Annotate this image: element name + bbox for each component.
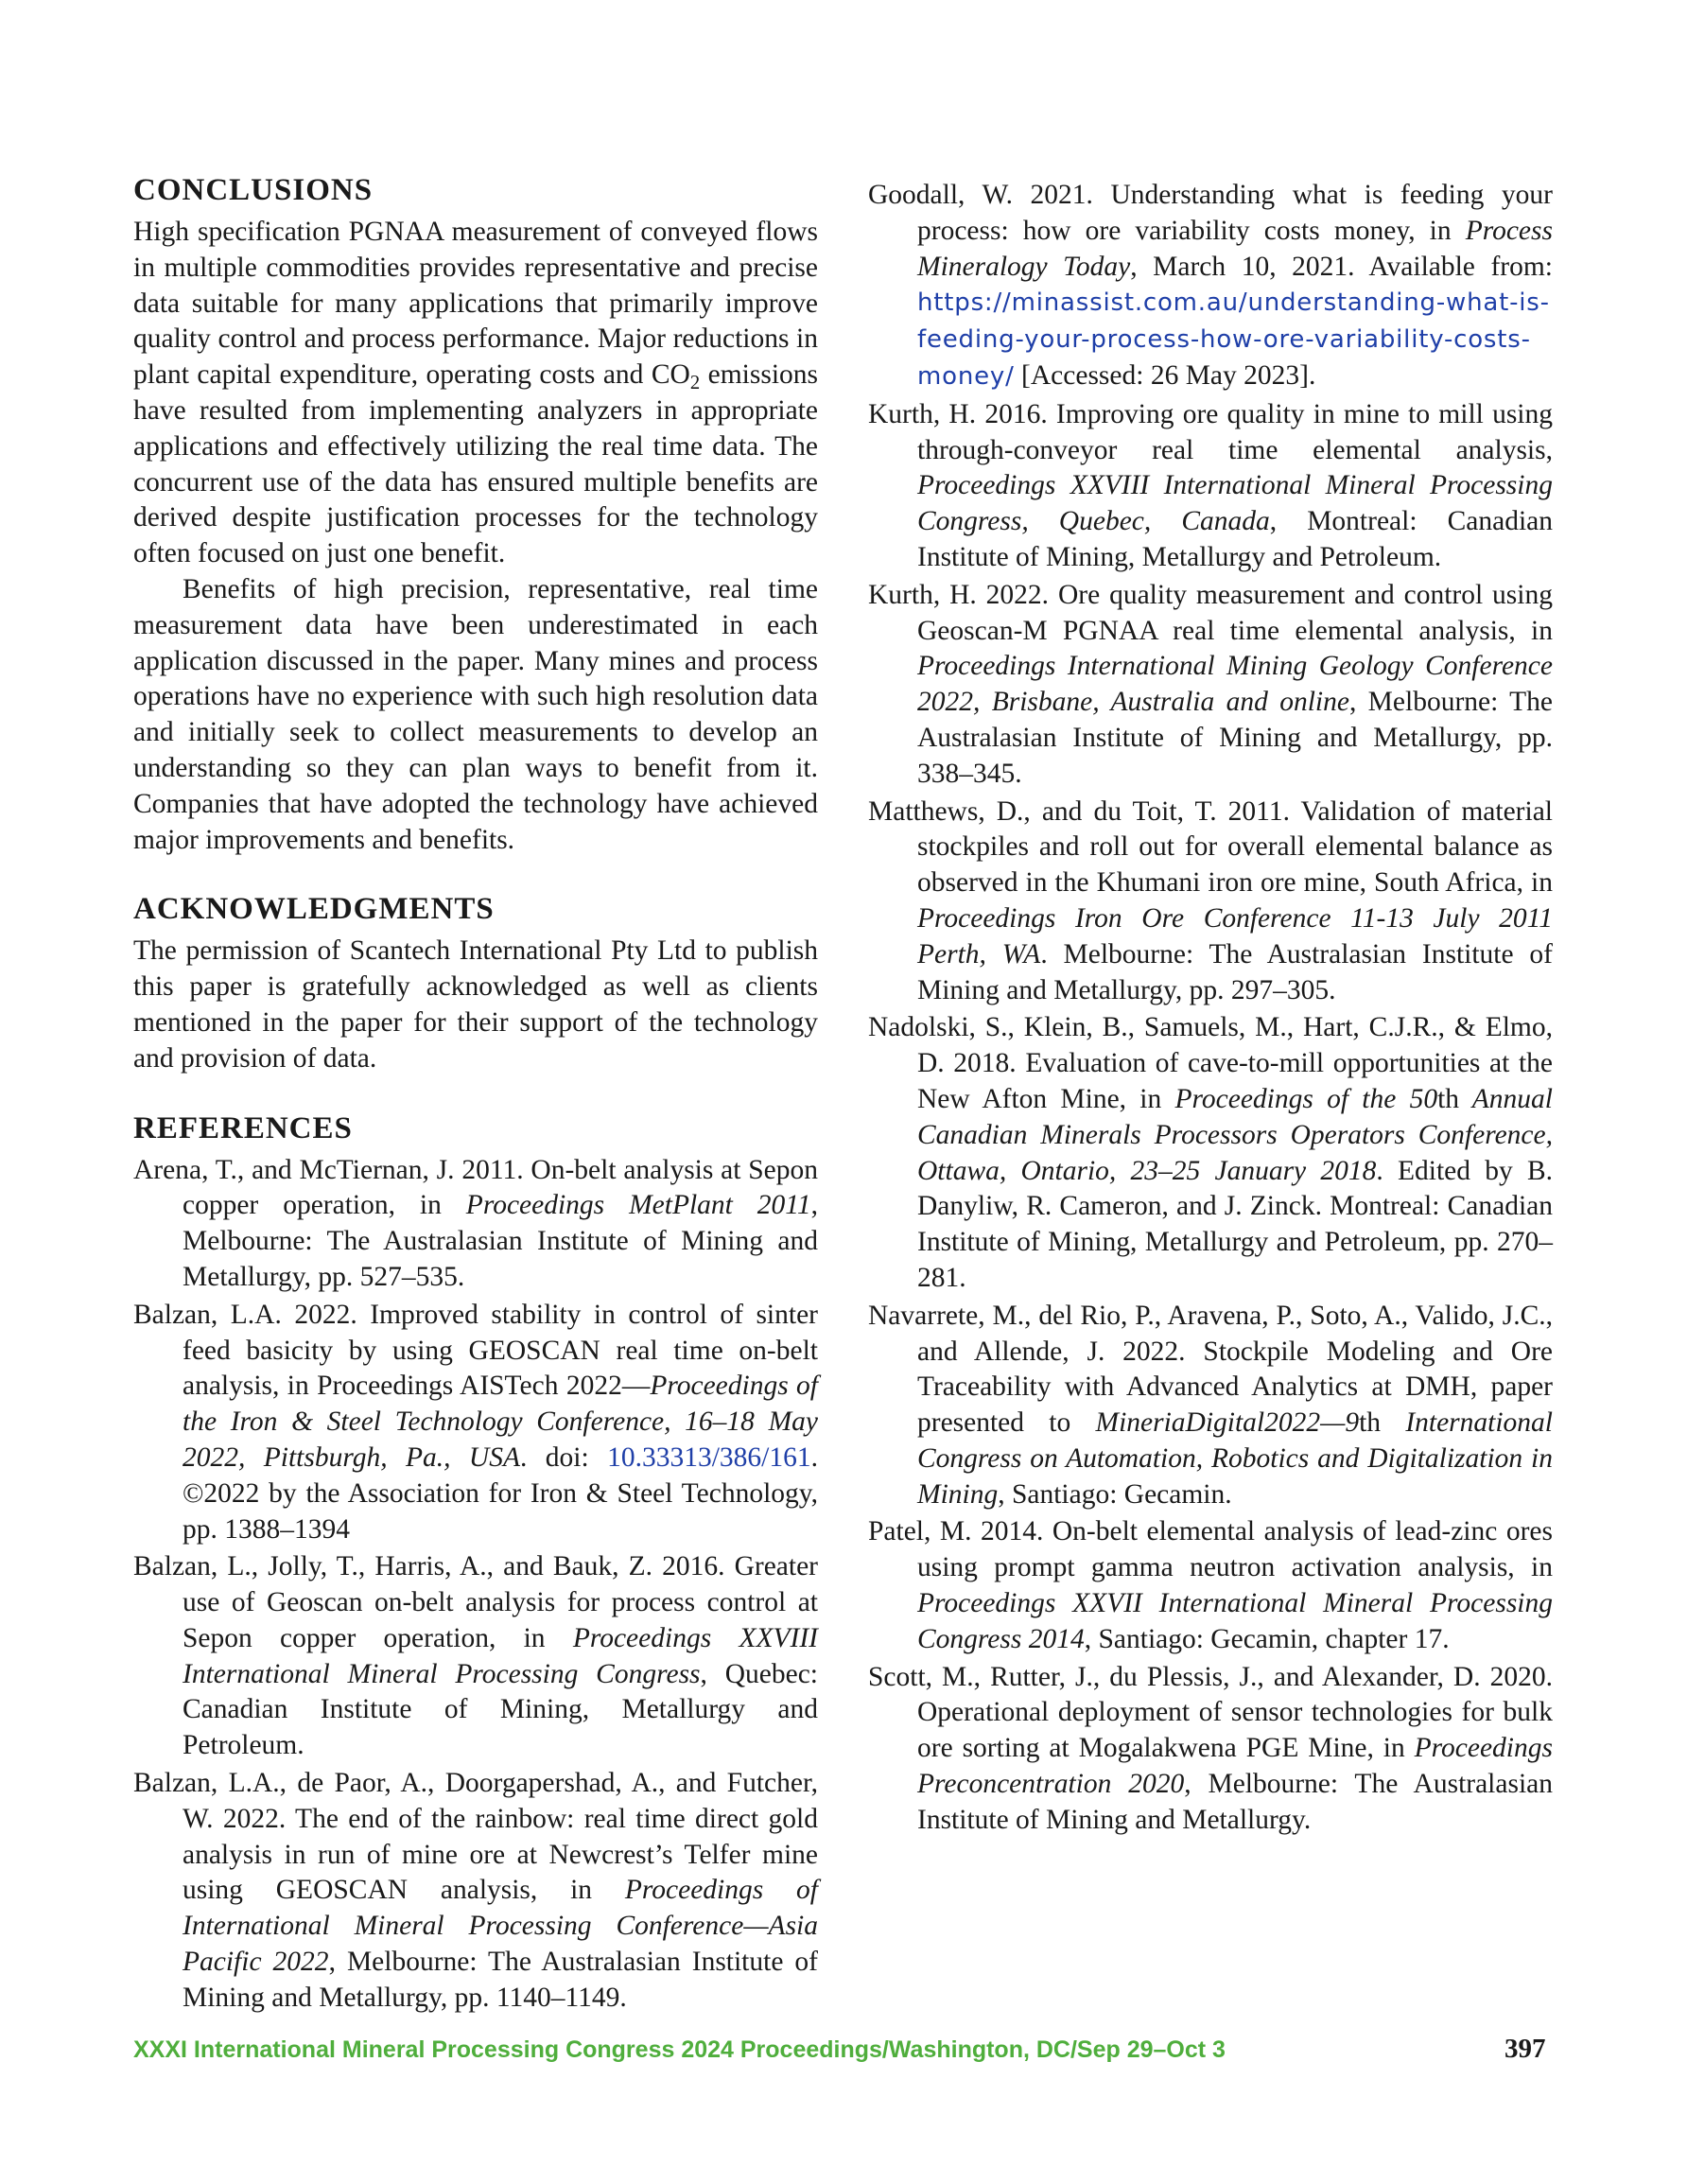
conclusions-section — [133, 171, 818, 858]
doi-link[interactable]: 10.33313/386/161 — [607, 1441, 811, 1473]
reference-scott: Scott, M., Rutter, J., du Plessis, J., and Alexander, D. 2020. Operational deployment of sensor technologies for bulk ore sorting at Mogalakwena PGE Mine, in Proceedings Preconcentration 2020, Melbourne: The Australasian Institute of Mining and Metallurgy. — [868, 1661, 1553, 1835]
reference-nadolski: Nadolski, S., Klein, B., Samuels, M., Hart, C.J.R., & Elmo, D. 2018. Evaluation of cave-to-mill opportunities at the New Afton Mine, in Proceedings of the 50th Annual Canadian Minerals Processors Operators Conference, Ottawa, Ontario, 23–25 January 2018. Edited by B. Danyliw, R. Cameron, and J. Zinck. Montreal: Canadian Institute of Mining, Metallurgy and Petroleum, pp. 270–281. — [868, 1012, 1554, 1293]
left-column — [133, 171, 818, 2018]
reference-list-continued — [868, 178, 1553, 1839]
reference-navarrete: Navarrete, M., del Rio, P., Aravena, P., Soto, A., Valido, J.C., and Allende, J. 2022. Stockpile Modeling and Ore Traceability with Advanced Analytics at DMH, paper presented to MineriaDigital2022—9th International Congress on Automation, Robotics and Digitalization in Mining, Santiago: Gecamin. — [868, 1300, 1553, 1510]
reference-patel: Patel, M. 2014. On-belt elemental analysis of lead-zinc ores using prompt gamma neutron activation analysis, in Proceedings XXVII International Mineral Processing Congress 2014, Santiago: Gecamin, chapter 17. — [868, 1516, 1553, 1654]
reference-kurth-2022: Kurth, H. 2022. Ore quality measurement and control using Geoscan-M PGNAA real time elemental analysis, in Proceedings International Mining Geology Conference 2022, Brisbane, Australia and online, Melbourne: The Australasian Institute of Mining and Metallurgy, pp. 338–345. — [868, 579, 1553, 789]
reference-goodall: Goodall, W. 2021. Understanding what is feeding your process: how ore variability costs money, in Process Mineralogy Today, March 10, 2021. Available from: https://minassist.com.au/understanding-what-is-feeding-your-process-how-ore-variability-costs-money/ [Accessed: 26 May 2023]. — [868, 180, 1553, 391]
acknowledgments-section — [133, 890, 818, 1076]
acknowledgments-heading: ACKNOWLEDGMENTS — [133, 892, 495, 927]
conclusions-heading: CONCLUSIONS — [133, 173, 374, 207]
reference-arena: Arena, T., and McTiernan, J. 2011. On-belt analysis at Sepon copper operation, in Proceedings MetPlant 2011, Melbourne: The Australasian Institute of Mining and Metallurgy, pp. 527–535. — [133, 1154, 818, 1292]
conference-title: XXXI International Mineral Processing Congress 2024 Proceedings/Washington, DC/Sep 29–Oct 3 — [133, 2036, 1226, 2063]
conclusions-paragraph-2: Benefits of high precision, representative, real time measurement data have been underestimated in each application discussed in the paper. Many mines and process operations have no experience with such high resolution data and initially seek to collect measurements to develop an understanding so they can plan ways to benefit from it. Companies that have adopted the technology have achieved major improvements and benefits. — [133, 573, 818, 855]
right-column — [868, 178, 1553, 1841]
acknowledgments-text: The permission of Scantech International Pty Ltd to publish this paper is gratefully acknowledged as well as clients mentioned in the paper for their support of the technology and provision of data. — [133, 935, 818, 1074]
goodall-url-link[interactable]: https://minassist.com.au/understanding-what-is-feeding-your-process-how-ore-variability-costs-money/ — [917, 288, 1550, 391]
reference-matthews: Matthews, D., and du Toit, T. 2011. Validation of material stockpiles and roll out for overall elemental balance as observed in the Khumani iron ore mine, South Africa, in Proceedings Iron Ore Conference 11-13 July 2011 Perth, WA. Melbourne: The Australasian Institute of Mining and Metallurgy, pp. 297–305. — [868, 795, 1553, 1005]
reference-kurth-2016: Kurth, H. 2016. Improving ore quality in mine to mill using through-conveyor real time elemental analysis, Proceedings XXVIII International Mineral Processing Congress, Quebec, Canada, Montreal: Canadian Institute of Mining, Metallurgy and Petroleum. — [868, 398, 1553, 572]
page-number: 397 — [1504, 2034, 1546, 2064]
references-section — [133, 1109, 818, 2017]
reference-balzan-2022-telfer: Balzan, L.A., de Paor, A., Doorgapershad, A., and Futcher, W. 2022. The end of the rainbow: real time direct gold analysis in run of mine ore at Newcrest’s Telfer mine using GEOSCAN analysis, in Proceedings of International Mineral Processing Conference—Asia Pacific 2022, Melbourne: The Australasian Institute of Mining and Metallurgy, pp. 1140–1149. — [133, 1768, 818, 2013]
conclusions-paragraph-1: High specification PGNAA measurement of conveyed flows in multiple commodities provides representative and precise data suitable for many applications that primarily improve quality control and process performance. Major reductions in plant capital expenditure, operating costs and $CO_2$ emissions have resulted from implementing analyzers in appropriate applications and effectively utilizing the real time data. The concurrent use of the data has ensured multiple benefits are derived despite justification processes for the technology often focused on just one benefit. — [133, 217, 819, 569]
references-heading: REFERENCES — [133, 1110, 353, 1145]
page-footer — [133, 2036, 1552, 2069]
reference-balzan-2022-aistech: Balzan, L.A. 2022. Improved stability in control of sinter feed basicity by using GEOSCAN real time on-belt analysis, in Proceedings AISTech 2022—Proceedings of the Iron & Steel Technology Conference, 16–18 May 2022, Pittsburgh, Pa., USA. doi: 10.33313/386/161. ©2022 by the Association for Iron & Steel Technology, pp. 1388–1394 — [133, 1299, 819, 1545]
reference-balzan-2016: Balzan, L., Jolly, T., Harris, A., and Bauk, Z. 2016. Greater use of Geoscan on-belt analysis for process control at Sepon copper operation, in Proceedings XXVIII International Mineral Processing Congress, Quebec: Canadian Institute of Mining, Metallurgy and Petroleum. — [133, 1551, 818, 1761]
reference-list — [133, 1153, 818, 2017]
